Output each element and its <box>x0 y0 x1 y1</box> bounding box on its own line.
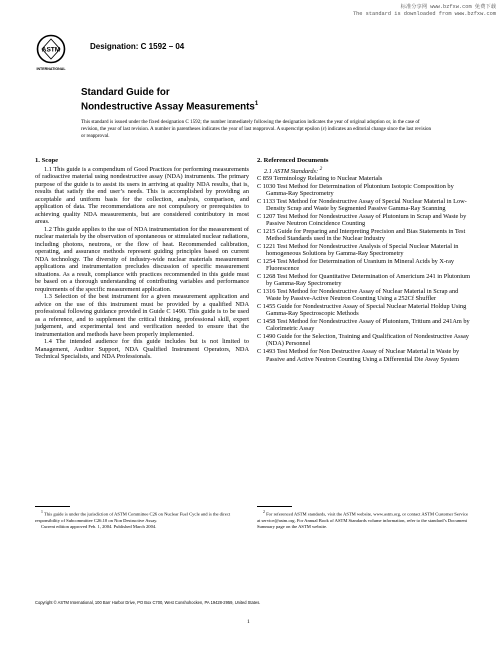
section-heading-referenced-documents: 2. Referenced Documents <box>257 157 329 164</box>
footnote-1-approval: Current edition approved Feb. 1, 2004. Published March 2004. <box>41 523 157 529</box>
footnote-1: $^1$ This guide is under the jurisdiction of ASTM Committee C26 on Nuclear Fuel Cycle and is the direct responsibility of Subcommittee C26.10 on Non Destructive Assay. Current edition approved Feb. 1, 2004. Published March 2004. <box>35 509 249 530</box>
reference-item: C 1215 Guide for Preparing and Interpreting Precision and Bias Statements in Test Method Standards used in the Nuclear Industry <box>257 227 466 243</box>
reference-item: C 1207 Test Method for Nondestructive Assay of Plutonium in Scrap and Waste by Passive Neutron Coincidence Counting <box>257 212 467 228</box>
designation: Designation: C 1592 – 04 <box>90 42 185 51</box>
watermark-line-2: The standard is downloaded from www.bzfxw.com <box>352 11 496 17</box>
title-line-1: Standard Guide for <box>81 87 170 98</box>
astm-logo <box>36 34 66 74</box>
left-column <box>35 157 249 361</box>
footnote-divider-left <box>35 506 70 507</box>
logo-letters: ASTM <box>41 46 61 54</box>
scope-paragraph: 1.4 The intended audience for this guide includes but is not limited to Management, Auditor Support, NDA Qualified Instrument Operators, NDA Technical Specialists, and NDA Professionals. <box>35 338 249 361</box>
reference-item: C 1458 Test Method for Nondestructive Assay of Plutonium, Tritium and 241Am by Calorimetric Assay <box>257 317 470 333</box>
astm-standards-subheading: 2.1 ASTM Standards: $^2$ <box>264 165 323 175</box>
title-line-2: Nondestructive Assay Measurements$^1$ <box>81 100 259 112</box>
scope-paragraph: 1.2 This guide applies to the use of NDA instrumentation for the measurement of nuclear materials by the observation of spontaneous or stimulated nuclear radiations, including photons, neutrons, or the flow of heat. Recommended calibration, operating, and assurance methods represent guiding principles based on current NDA technology. The diversity of industry-wide nuclear materials measurement applications and instrumentation precludes discussion of specific measurement situations. As a result, compliance with practices recommended in this guide must be based on a thorough understanding of contributing variables and performance requirements of the specific measurement application. <box>35 225 249 293</box>
reference-item: C 1493 Test Method for Non Destructive Assay of Nuclear Material in Waste by Passive and Active Neutron Counting Using a Differential Die Away System <box>257 347 460 363</box>
reference-item: C 1030 Test Method for Determination of Plutonium Isotopic Composition by Gamma-Ray Spectrometry <box>257 182 454 198</box>
title-footnote-mark: 1 <box>254 100 259 107</box>
reference-item: C 1221 Test Method for Nondestructive Analysis of Special Nuclear Material in homogeneous Solutions by Gamma-Ray Spectrometry <box>257 242 459 258</box>
right-column <box>257 157 471 363</box>
copyright-line: Copyright © ASTM International, 100 Barr Harbor Drive, PO Box C700, West Conshohocken, PA 19428-2959, United States. <box>35 600 261 605</box>
download-watermark <box>353 4 496 18</box>
reference-item: C 1455 Guide for Nondestructive Assay of Special Nuclear Material Holdup Using Gamma-Ray Spectroscopic Methods <box>257 302 467 318</box>
reference-item: C 1254 Test Method for Determination of Uranium in Mineral Acids by X-ray Fluorescence <box>257 257 455 273</box>
logo-caption: INTERNATIONAL <box>36 67 66 71</box>
reference-item: C 1490 Guide for the Selection, Training and Qualification of Nondestructive Assay (NDA) Personnel <box>257 332 469 348</box>
watermark-line-1: 标准分享网 www.bzfxw.com 免费下载 <box>400 4 496 10</box>
reference-item: C 1268 Test Method for Quantitative Determination of Americium 241 in Plutonium by Gamma-Ray Spectrometry <box>257 272 470 288</box>
reference-item: C 859 Terminology Relating to Nuclear Materials <box>257 175 383 183</box>
page-number: 1 <box>247 619 250 625</box>
scope-paragraph: 1.1 This guide is a compendium of Good Practices for performing measurements of radioactive material using nondestructive assay (NDA) instruments. The primary purpose of the guide is to assist its users in arriving at quality NDA results, that is, results that satisfy the end user’s needs. This is accomplished by providing an acceptable and uniform basis for the collection, analysis, comparison, and application of data. The recommendations are not compulsory or prerequisites to achieving quality NDA measurements, but are considered contributory in most areas. <box>35 165 249 226</box>
scope-paragraph: 1.3 Selection of the best instrument for a given measurement application and advice on the use of this instrument must be provided by a qualified NDA professional following guidance provided in Guide C 1490. This guide is to be used as a reference, and to supplement the critical thinking, professional skill, expert judgement, and experimental test and verification needed to ensure that the instrumentation and methods have been properly implemented. <box>35 293 249 338</box>
reference-item: C 1316 Test Method for Nondestructive Assay of Nuclear Material in Scrap and Waste by Passive-Active Neutron Counting Using a 252Cf Shuffler <box>257 287 459 303</box>
footnote-2-mark: 2 <box>263 510 265 514</box>
footnote-divider-right <box>257 506 292 507</box>
subheading-footnote-mark: 2 <box>319 165 323 172</box>
footnote-2: $^2$ For referenced ASTM standards, visit the ASTM website, www.astm.org, or contact ASTM Customer Service at service@astm.org. For Annual Book of ASTM Standards volume information, refer to the standard’s Document Summary page on the ASTM website. <box>257 510 469 529</box>
issuance-notice: This standard is issued under the fixed designation C 1592; the number immediately following the designation indicates the year of original adoption or, in the case of revision, the year of last revision. A number in parentheses indicates the year of last reapproval. A superscript epsilon (ε) indicates an editorial change since the last revision or reapproval. <box>81 119 432 139</box>
footnote-1-mark: 1 <box>41 510 43 514</box>
reference-item: C 1133 Test Method for Nondestructive Assay of Special Nuclear Material in Low-Density Scrap and Waste by Segmented Passive Gamma-Ray Scanning <box>257 197 467 213</box>
section-heading-scope: 1. Scope <box>35 157 59 164</box>
document-title <box>81 87 258 112</box>
reference-list <box>257 175 471 363</box>
